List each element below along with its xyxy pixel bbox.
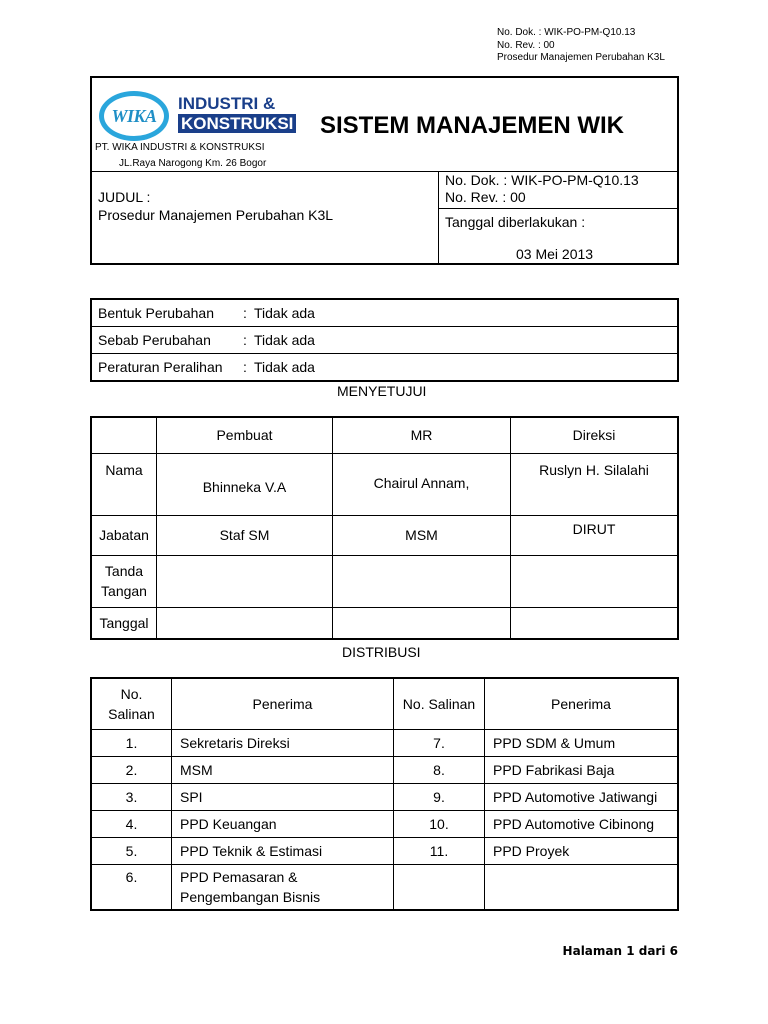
- recipient: Sekretaris Direksi: [172, 729, 394, 756]
- approval-section-title: MENYETUJUI: [337, 383, 427, 399]
- distribution-header-row: [91, 678, 678, 729]
- distribution-row: [91, 837, 678, 864]
- change-info-table: [90, 298, 679, 382]
- recipient: PPD Fabrikasi Baja: [485, 756, 679, 783]
- header-salinan: Salinan: [108, 705, 155, 722]
- top-meta-no-rev: No. Rev. : 00: [497, 39, 555, 51]
- company-address: JL.Raya Narogong Km. 26 Bogor: [119, 158, 267, 169]
- recipient: SPI: [172, 783, 394, 810]
- distribution-table: [90, 677, 679, 911]
- recipient-line2: Pengembangan Bisnis: [180, 888, 321, 905]
- copy-number: 8.: [394, 756, 485, 783]
- signature-cell: [333, 555, 511, 607]
- header-no-salinan: No. Salinan: [394, 678, 485, 729]
- copy-number: 5.: [91, 837, 172, 864]
- judul-value: Prosedur Manajemen Perubahan K3L: [98, 207, 334, 223]
- header-pembuat: Pembuat: [157, 417, 333, 453]
- top-meta-no-dok: No. Dok. : WIK-PO-PM-Q10.13: [497, 27, 636, 38]
- info-label: Bentuk Perubahan: [98, 305, 214, 321]
- tanggal-value: 03 Mei 2013: [516, 246, 594, 262]
- row-label-nama: Nama: [91, 453, 157, 515]
- page-number: Halaman 1 dari 6: [562, 944, 678, 958]
- info-row: [91, 327, 678, 354]
- recipient: PPD Teknik & Estimasi: [172, 837, 394, 864]
- copy-number: 6.: [91, 864, 172, 910]
- header-no-dok: No. Dok. : WIK-PO-PM-Q10.13: [445, 172, 639, 188]
- top-meta-title: Prosedur Manajemen Perubahan K3L: [497, 52, 665, 63]
- info-label: Peraturan Peralihan: [98, 359, 223, 375]
- logo-line1: INDUSTRI &: [178, 94, 276, 113]
- info-row: [91, 354, 678, 382]
- top-meta: [497, 27, 665, 65]
- copy-number: 4.: [91, 810, 172, 837]
- row-label-tanda: Tanda: [104, 563, 144, 579]
- wika-oval-logo: [99, 91, 169, 141]
- signature-cell: [157, 555, 333, 607]
- recipient: PPD Automotive Jatiwangi: [485, 783, 679, 810]
- approval-table: [90, 416, 679, 640]
- header-no-rev: No. Rev. : 00: [445, 189, 526, 205]
- system-title: SISTEM MANAJEMEN WIK: [320, 112, 625, 139]
- recipient: PPD Keuangan: [172, 810, 394, 837]
- info-value: Tidak ada: [254, 305, 315, 321]
- copy-number: 9.: [394, 783, 485, 810]
- info-sep: :: [243, 359, 247, 375]
- distribution-section-title: DISTRIBUSI: [342, 644, 421, 660]
- date-cell: [511, 607, 679, 639]
- jabatan-mr: MSM: [333, 515, 511, 555]
- copy-number: 7.: [394, 729, 485, 756]
- recipient: PPD SDM & Umum: [485, 729, 679, 756]
- info-value: Tidak ada: [254, 359, 315, 375]
- approval-row-jabatan: [91, 515, 678, 555]
- logo-line2: KONSTRUKSI: [178, 114, 296, 133]
- copy-number: 11.: [394, 837, 485, 864]
- row-label-jabatan: Jabatan: [91, 515, 157, 555]
- recipient-line1: PPD Pemasaran &: [180, 868, 298, 885]
- header-direksi: Direksi: [511, 417, 679, 453]
- jabatan-pembuat: Staf SM: [157, 515, 333, 555]
- approval-row-tanggal: [91, 607, 678, 639]
- info-sep: :: [243, 332, 247, 348]
- distribution-row: [91, 729, 678, 756]
- date-cell: [333, 607, 511, 639]
- distribution-row: [91, 756, 678, 783]
- distribution-row: [91, 864, 678, 910]
- approval-row-tanda-tangan: [91, 555, 678, 607]
- nama-mr: Chairul Annam,: [333, 453, 511, 515]
- signature-cell: [511, 555, 679, 607]
- wika-logo-mark: WIKA: [111, 105, 157, 126]
- judul-label: JUDUL :: [98, 189, 151, 205]
- distribution-row: [91, 783, 678, 810]
- nama-pembuat: Bhinneka V.A: [157, 453, 333, 515]
- info-value: Tidak ada: [254, 332, 315, 348]
- copy-number: 3.: [91, 783, 172, 810]
- info-row: [91, 299, 678, 327]
- row-label-tanggal: Tanggal: [91, 607, 157, 639]
- company-logo: [99, 91, 294, 143]
- company-name: PT. WIKA INDUSTRI & KONSTRUKSI: [95, 142, 265, 153]
- recipient: MSM: [172, 756, 394, 783]
- approval-header-row: [91, 417, 678, 453]
- approval-row-nama: [91, 453, 678, 515]
- header-penerima: Penerima: [172, 678, 394, 729]
- distribution-row: [91, 810, 678, 837]
- copy-number: 10.: [394, 810, 485, 837]
- header-no: No.: [120, 685, 143, 702]
- document-header: [90, 76, 679, 265]
- header-mr: MR: [333, 417, 511, 453]
- recipient: PPD Automotive Cibinong: [485, 810, 679, 837]
- date-cell: [157, 607, 333, 639]
- jabatan-direksi: DIRUT: [511, 515, 679, 555]
- header-penerima-2: Penerima: [485, 678, 679, 729]
- recipient: PPD Proyek: [485, 837, 679, 864]
- copy-number: 1.: [91, 729, 172, 756]
- row-label-tangan: Tangan: [101, 583, 147, 599]
- copy-number: 2.: [91, 756, 172, 783]
- tanggal-label: Tanggal diberlakukan :: [445, 214, 586, 230]
- info-label: Sebab Perubahan: [98, 332, 211, 348]
- nama-direksi: Ruslyn H. Silalahi: [511, 453, 679, 515]
- info-sep: :: [243, 305, 247, 321]
